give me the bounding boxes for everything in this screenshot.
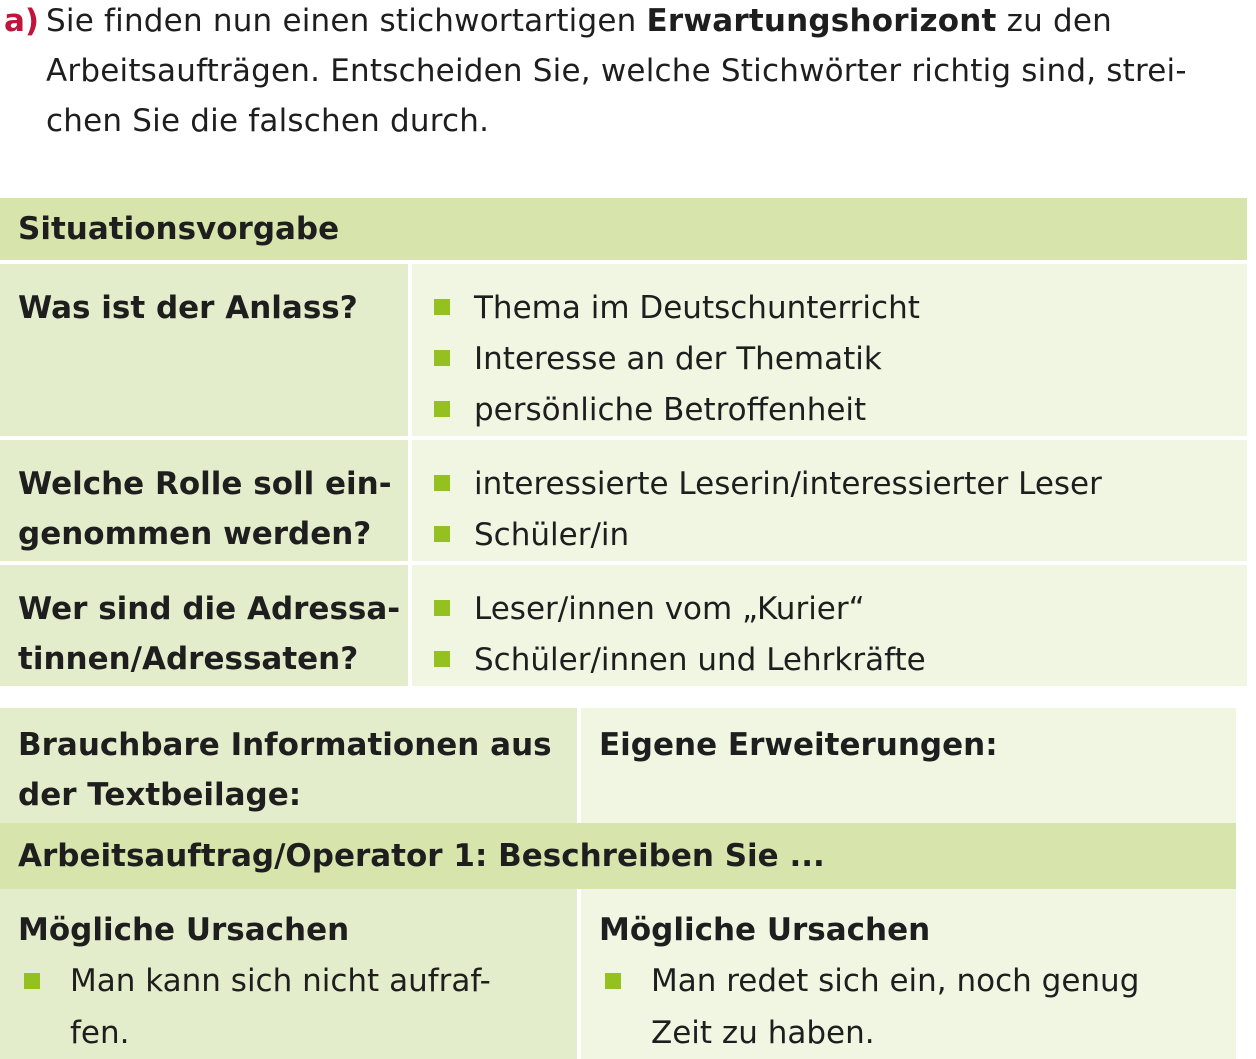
situation-table [0,198,1247,686]
answer-text: Leser/innen vom „Kurier“ [474,591,865,627]
list-item [18,955,577,1059]
info-header-text: Brauchbare Informationen aus [18,727,552,763]
answer-text: persönliche Betroffenheit [474,392,867,428]
list-item [434,334,1247,385]
question-text: Welche Rolle soll ein- [18,466,392,502]
bullet-square-icon [434,526,450,542]
item-line: Man redet sich ein, noch genug [651,963,1140,999]
causes-heading: Mögliche Ursachen [599,912,931,948]
item-text [651,955,1139,1059]
task-text [46,0,1251,146]
list-item [434,459,1247,510]
task-line-3: chen Sie die falschen durch. [46,103,490,139]
task-keyword: Erwartungshorizont [646,3,997,39]
info-header-text: der Textbeilage: [18,777,302,813]
answer-text: interessierte Leserin/interessierter Leser [474,466,1102,502]
question-rolle [0,440,410,561]
bullet-square-icon [434,475,450,491]
item-line: fen. [70,1015,130,1051]
info-header-left [0,708,579,823]
answer-text: Schüler/in [474,517,630,553]
causes-right [579,889,1236,1059]
question-text: tinnen/Adressaten? [18,641,359,677]
information-table [0,708,1236,1059]
bullet-square-icon [24,973,40,989]
question-text: Was ist der Anlass? [18,290,358,326]
answers-rolle [410,440,1247,561]
bullet-square-icon [434,651,450,667]
answer-text: Thema im Deutschunterricht [474,290,920,326]
task-bar: Arbeitsauftrag/Operator 1: Beschreiben Sie ... [18,838,825,874]
situation-header: Situationsvorgabe [18,211,340,247]
task-line-2: Arbeitsaufträgen. Entscheiden Sie, welche Stichwörter richtig sind, strei- [46,53,1187,89]
causes-left [0,889,579,1059]
answers-anlass [410,264,1247,436]
list-item [434,385,1247,436]
causes-heading: Mögliche Ursachen [18,912,350,948]
bullet-square-icon [434,600,450,616]
list-item [434,635,1247,686]
question-text: Wer sind die Adressa- [18,591,401,627]
task-line-1 [46,0,1251,46]
question-anlass [0,264,410,436]
bullet-square-icon [434,350,450,366]
task-line-1-end: zu den [996,3,1113,39]
extensions-header-text: Eigene Erweiterungen: [599,727,998,763]
item-line: Man kann sich nicht aufraf- [70,963,491,999]
situation-header-cell [0,198,1247,260]
answer-text: Interesse an der Thematik [474,341,882,377]
item-text [70,955,491,1059]
list-item [434,283,1247,334]
list-item [434,510,1247,561]
answer-text: Schüler/innen und Lehrkräfte [474,642,926,678]
task-label: a) [4,3,40,39]
bullet-square-icon [605,973,621,989]
item-line: Zeit zu haben. [651,1015,875,1051]
bullet-square-icon [434,401,450,417]
answers-adressaten [410,565,1247,686]
bullet-square-icon [434,299,450,315]
question-adressaten [0,565,410,686]
list-item [434,584,1247,635]
task-bar-cell [0,823,1236,889]
question-text: genommen werden? [18,516,372,552]
info-header-right [579,708,1236,823]
list-item [599,955,1236,1059]
task-line-1-start: Sie finden nun einen stichwortartigen [46,3,647,39]
